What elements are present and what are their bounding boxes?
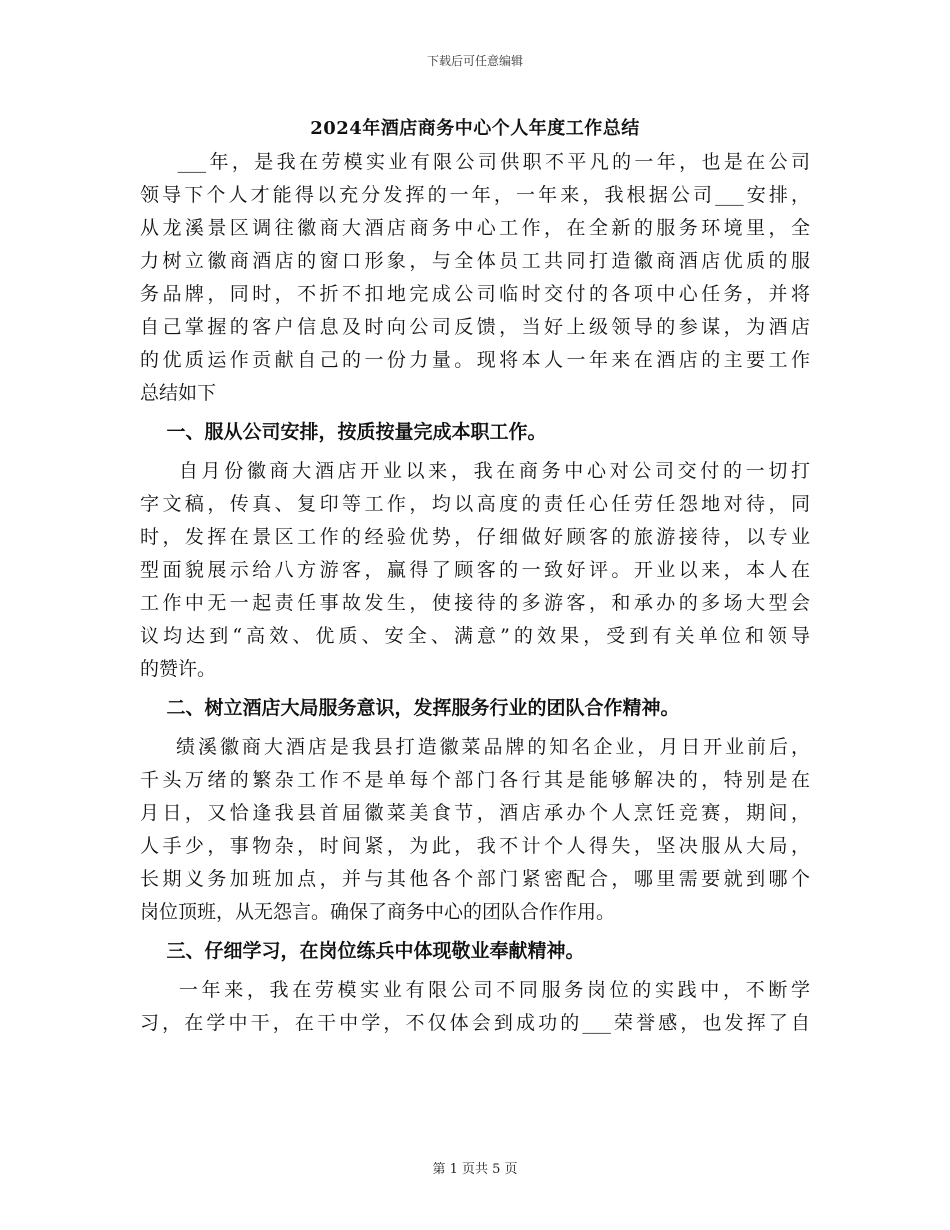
page-footer: 第 1 页共 5 页	[432, 1162, 518, 1177]
text-line: 从龙溪景区调往徽商大酒店商务中心工作，在全新的服务环境里，全	[140, 217, 810, 239]
text-line: 月日，又恰逢我县首届徽菜美食节，酒店承办个人烹饪竞赛，期间，	[140, 802, 810, 824]
text-line: 千头万绪的繁杂工作不是单每个部门各行其是能够解决的，特别是在	[140, 769, 810, 791]
text-line: 人手少，事物杂，时间紧，为此，我不计个人得失，坚决服从大局，	[140, 835, 810, 857]
text-line: 习，在学中干，在干中学，不仅体会到成功的___荣誉感，也发挥了自	[140, 1012, 810, 1034]
text-line: 议均达到“高效、优质、安全、满意”的效果，受到有关单位和领导	[140, 625, 810, 647]
section-heading-3: 三、仔细学习，在岗位练兵中体现敬业奉献精神。	[140, 940, 585, 962]
section-heading-1: 一、服从公司安排，按质按量完成本职工作。	[140, 421, 547, 443]
text-line: 岗位顶班，从无怨言。确保了商务中心的团队合作作用。	[140, 901, 616, 923]
text-line: 领导下个人才能得以充分发挥的一年，一年来，我根据公司___安排，	[140, 184, 810, 206]
text-line: 的赞许。	[140, 658, 217, 680]
section-heading-2: 二、树立酒店大局服务意识，发挥服务行业的团队合作精神。	[140, 697, 680, 719]
text-line: 绩溪徽商大酒店是我县打造徽菜品牌的知名企业，月日开业前后，	[140, 736, 810, 758]
text-line: 工作中无一起责任事故发生，使接待的多游客，和承办的多场大型会	[140, 592, 810, 614]
document-body	[140, 146, 810, 1040]
text-line: 的优质运作贡献自己的一份力量。现将本人一年来在酒店的主要工作	[140, 349, 810, 371]
text-line: 字文稿，传真、复印等工作，均以高度的责任心任劳任怨地对待，同	[140, 493, 810, 515]
text-line: 一年来，我在劳模实业有限公司不同服务岗位的实践中，不断学	[140, 979, 810, 1001]
text-line: 自己掌握的客户信息及时向公司反馈，当好上级领导的参谋，为酒店	[140, 316, 810, 338]
text-line: 力树立徽商酒店的窗口形象，与全体员工共同打造徽商酒店优质的服	[140, 250, 810, 272]
page-header: 下载后可任意编辑	[426, 54, 523, 68]
text-line: 自月份徽商大酒店开业以来，我在商务中心对公司交付的一切打	[140, 460, 810, 482]
text-line: 型面貌展示给八方游客，赢得了顾客的一致好评。开业以来，本人在	[140, 559, 810, 581]
text-line: 务品牌，同时，不折不扣地完成公司临时交付的各项中心任务，并将	[140, 283, 810, 305]
text-line: 总结如下	[140, 382, 217, 404]
text-line: ___年，是我在劳模实业有限公司供职不平凡的一年，也是在公司	[140, 151, 810, 173]
document-title: 2024年酒店商务中心个人年度工作总结	[310, 118, 640, 139]
text-line: 长期义务加班加点，并与其他各个部门紧密配合，哪里需要就到哪个	[140, 868, 810, 890]
text-line: 时，发挥在景区工作的经验优势，仔细做好顾客的旅游接待，以专业	[140, 526, 810, 548]
